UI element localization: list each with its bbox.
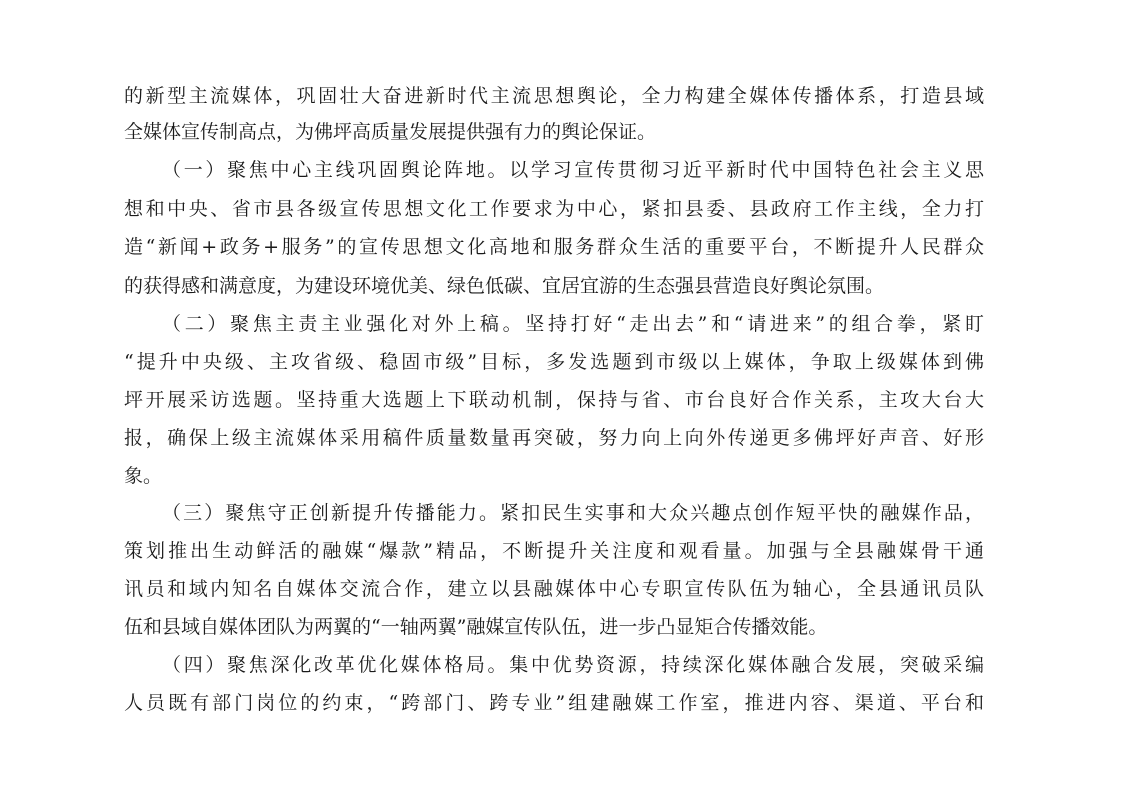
- paragraph-heading-line: （四）聚焦深化改革优化媒体格局。集中优势资源，持续深化媒体融合发展，突破采编: [162, 654, 984, 676]
- text-line: 造“新闻+政务+服务”的宣传思想文化高地和服务群众生活的重要平台，不断提升人民群众: [124, 236, 984, 258]
- text-line: 策划推出生动鲜活的融媒“爆款”精品，不断提升关注度和观看量。加强与全县融媒骨干通: [124, 540, 984, 562]
- text-line: 坪开展采访选题。坚持重大选题上下联动机制，保持与省、市台良好合作关系，主攻大台大: [124, 389, 984, 411]
- text-line: 想和中央、省市县各级宣传思想文化工作要求为中心，紧扣县委、县政府工作主线，全力打: [124, 198, 984, 220]
- paragraph-heading-line: （一）聚焦中心主线巩固舆论阵地。以学习宣传贯彻习近平新时代中国特色社会主义思: [162, 159, 984, 181]
- paragraph-heading-line: （二）聚焦主责主业强化对外上稿。坚持打好“走出去”和“请进来”的组合拳，紧盯: [162, 313, 984, 335]
- text-line: 讯员和域内知名自媒体交流合作，建立以县融媒体中心专职宣传队伍为轴心，全县通讯员队: [124, 578, 984, 600]
- text-line: 的新型主流媒体，巩固壮大奋进新时代主流思想舆论，全力构建全媒体传播体系，打造县域: [124, 85, 984, 107]
- text-line: 人员既有部门岗位的约束，“跨部门、跨专业”组建融媒工作室，推进内容、渠道、平台和: [124, 692, 984, 714]
- text-line: 的获得感和满意度，为建设环境优美、绿色低碳、宜居宜游的生态强县营造良好舆论氛围。: [124, 275, 885, 297]
- text-line: 全媒体宣传制高点，为佛坪高质量发展提供强有力的舆论保证。: [124, 121, 657, 143]
- text-line: 伍和县域自媒体团队为两翼的“一轴两翼”融媒宣传队伍，进一步凸显矩合传播效能。: [124, 616, 828, 638]
- text-line: 象。: [124, 465, 163, 487]
- paragraph-heading-line: （三）聚焦守正创新提升传播能力。紧扣民生实事和大众兴趣点创作短平快的融媒作品，: [162, 502, 984, 524]
- text-line: 报，确保上级主流媒体采用稿件质量数量再突破，努力向上向外传递更多佛坪好声音、好形: [124, 427, 984, 449]
- text-line: “提升中央级、主攻省级、稳固市级”目标，多发选题到市级以上媒体，争取上级媒体到佛: [124, 351, 984, 373]
